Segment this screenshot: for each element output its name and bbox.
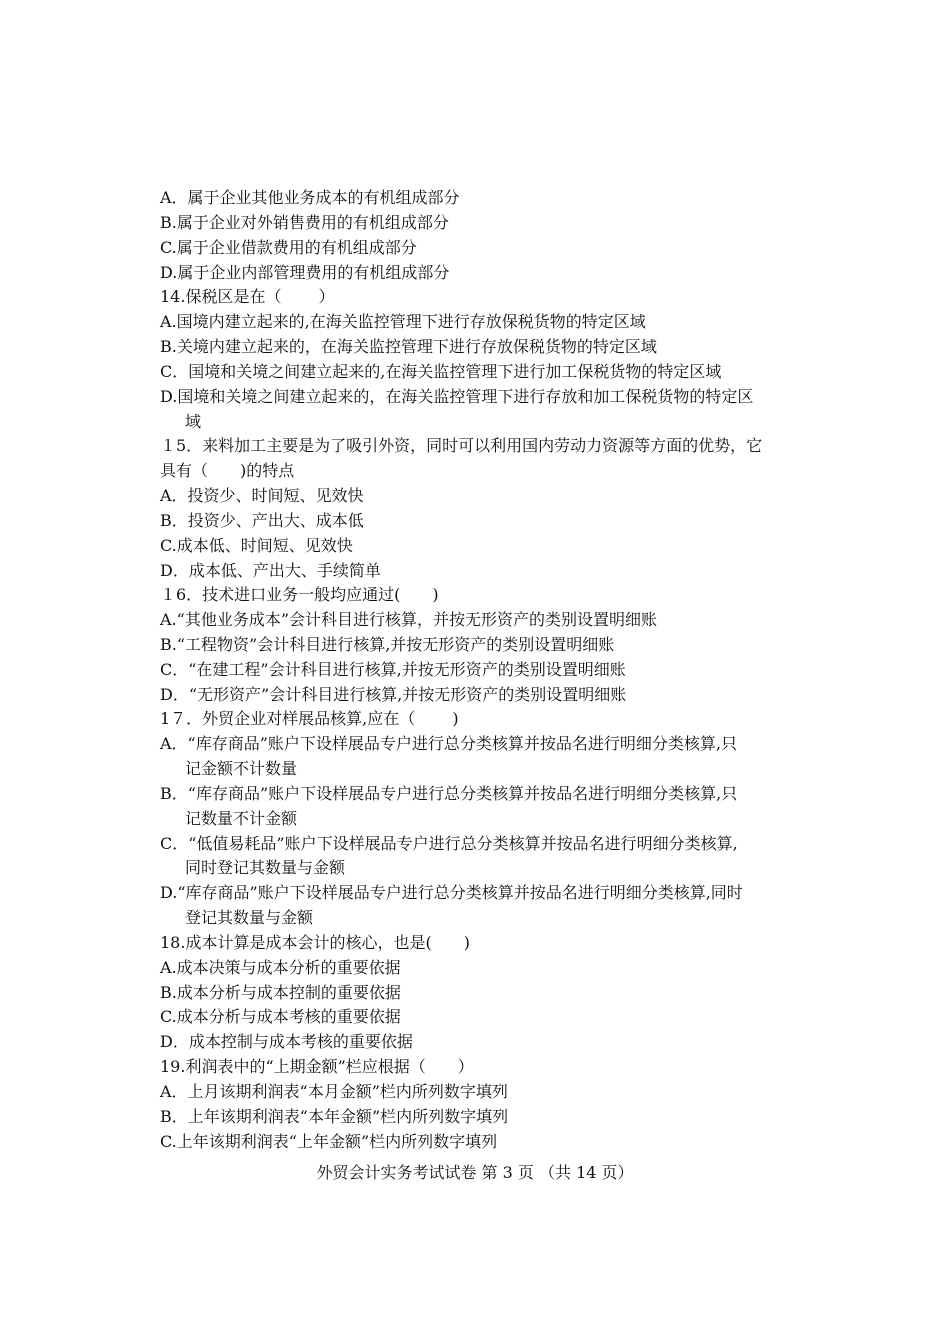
text-line: 登记其数量与金额 bbox=[185, 908, 314, 928]
text-line: 域 bbox=[185, 411, 202, 431]
text-line: １5．来料加工主要是为了吸引外资，同时可以利用国内劳动力资源等方面的优势，它 bbox=[160, 436, 763, 456]
text-line: １6．技术进口业务一般均应通过( ) bbox=[160, 585, 439, 605]
text-line: C.属于企业借款费用的有机组成部分 bbox=[160, 237, 417, 257]
text-line: B.成本分析与成本控制的重要依据 bbox=[160, 982, 401, 1002]
text-line: A.成本决策与成本分析的重要依据 bbox=[160, 957, 401, 977]
text-line: 同时登记其数量与金额 bbox=[185, 858, 346, 878]
text-line: C．“低值易耗品”账户下设样展品专户进行总分类核算并按品名进行明细分类核算, bbox=[160, 833, 738, 853]
text-line: D.属于企业内部管理费用的有机组成部分 bbox=[160, 262, 450, 282]
text-line: D．成本低、产出大、手续简单 bbox=[160, 560, 381, 580]
text-line: D．成本控制与成本考核的重要依据 bbox=[160, 1032, 413, 1052]
text-line: A．属于企业其他业务成本的有机组成部分 bbox=[160, 188, 460, 207]
page-footer: 外贸会计实务考试试卷 第 3 页 （共 14 页） bbox=[316, 1163, 634, 1182]
text-line: C．国境和关境之间建立起来的,在海关监控管理下进行加工保税货物的特定区域 bbox=[160, 361, 722, 381]
text-line: B．上年该期利润表“本年金额”栏内所列数字填列 bbox=[160, 1106, 509, 1126]
text-line: D．“无形资产”会计科目进行核算,并按无形资产的类别设置明细账 bbox=[160, 684, 627, 704]
text-line: C．“在建工程”会计科目进行核算,并按无形资产的类别设置明细账 bbox=[160, 659, 626, 679]
text-line: D.“库存商品”账户下设样展品专户进行总分类核算并按品名进行明细分类核算,同时 bbox=[160, 883, 743, 903]
text-line: 具有（ )的特点 bbox=[160, 461, 295, 481]
text-line: 记数量不计金额 bbox=[185, 808, 298, 828]
text-line: B.“工程物资”会计科目进行核算,并按无形资产的类别设置明细账 bbox=[160, 634, 615, 654]
text-line: D.国境和关境之间建立起来的，在海关监控管理下进行存放和加工保税货物的特定区 bbox=[160, 386, 754, 406]
text-line: A．“库存商品”账户下设样展品专户进行总分类核算并按品名进行明细分类核算,只 bbox=[160, 734, 738, 754]
text-line: 1７．外贸企业对样展品核算,应在（ ) bbox=[160, 709, 459, 729]
text-line: B.关境内建立起来的，在海关监控管理下进行存放保税货物的特定区域 bbox=[160, 337, 657, 356]
text-line: A．投资少、时间短、见效快 bbox=[160, 486, 364, 505]
text-line: C.成本分析与成本考核的重要依据 bbox=[160, 1007, 401, 1027]
text-line: B.属于企业对外销售费用的有机组成部分 bbox=[160, 212, 449, 232]
text-line: A．上月该期利润表“本月金额”栏内所列数字填列 bbox=[160, 1081, 508, 1101]
text-line: B．投资少、产出大、成本低 bbox=[160, 510, 364, 530]
text-line: A.“其他业务成本”会计科目进行核算，并按无形资产的类别设置明细账 bbox=[160, 610, 658, 630]
text-line: C.上年该期利润表“上年金额”栏内所列数字填列 bbox=[160, 1131, 498, 1151]
text-line: 14.保税区是在（ ） bbox=[160, 287, 335, 307]
text-line: 18.成本计算是成本会计的核心，也是( ) bbox=[160, 932, 470, 952]
text-line: 19.利润表中的“上期金额”栏应根据（ ） bbox=[160, 1057, 474, 1076]
text-line: A.国境内建立起来的,在海关监控管理下进行存放保税货物的特定区域 bbox=[160, 312, 646, 332]
text-line: B．“库存商品”账户下设样展品专户进行总分类核算并按品名进行明细分类核算,只 bbox=[160, 783, 738, 803]
text-line: 记金额不计数量 bbox=[185, 759, 298, 779]
text-line: C.成本低、时间短、见效快 bbox=[160, 535, 353, 555]
